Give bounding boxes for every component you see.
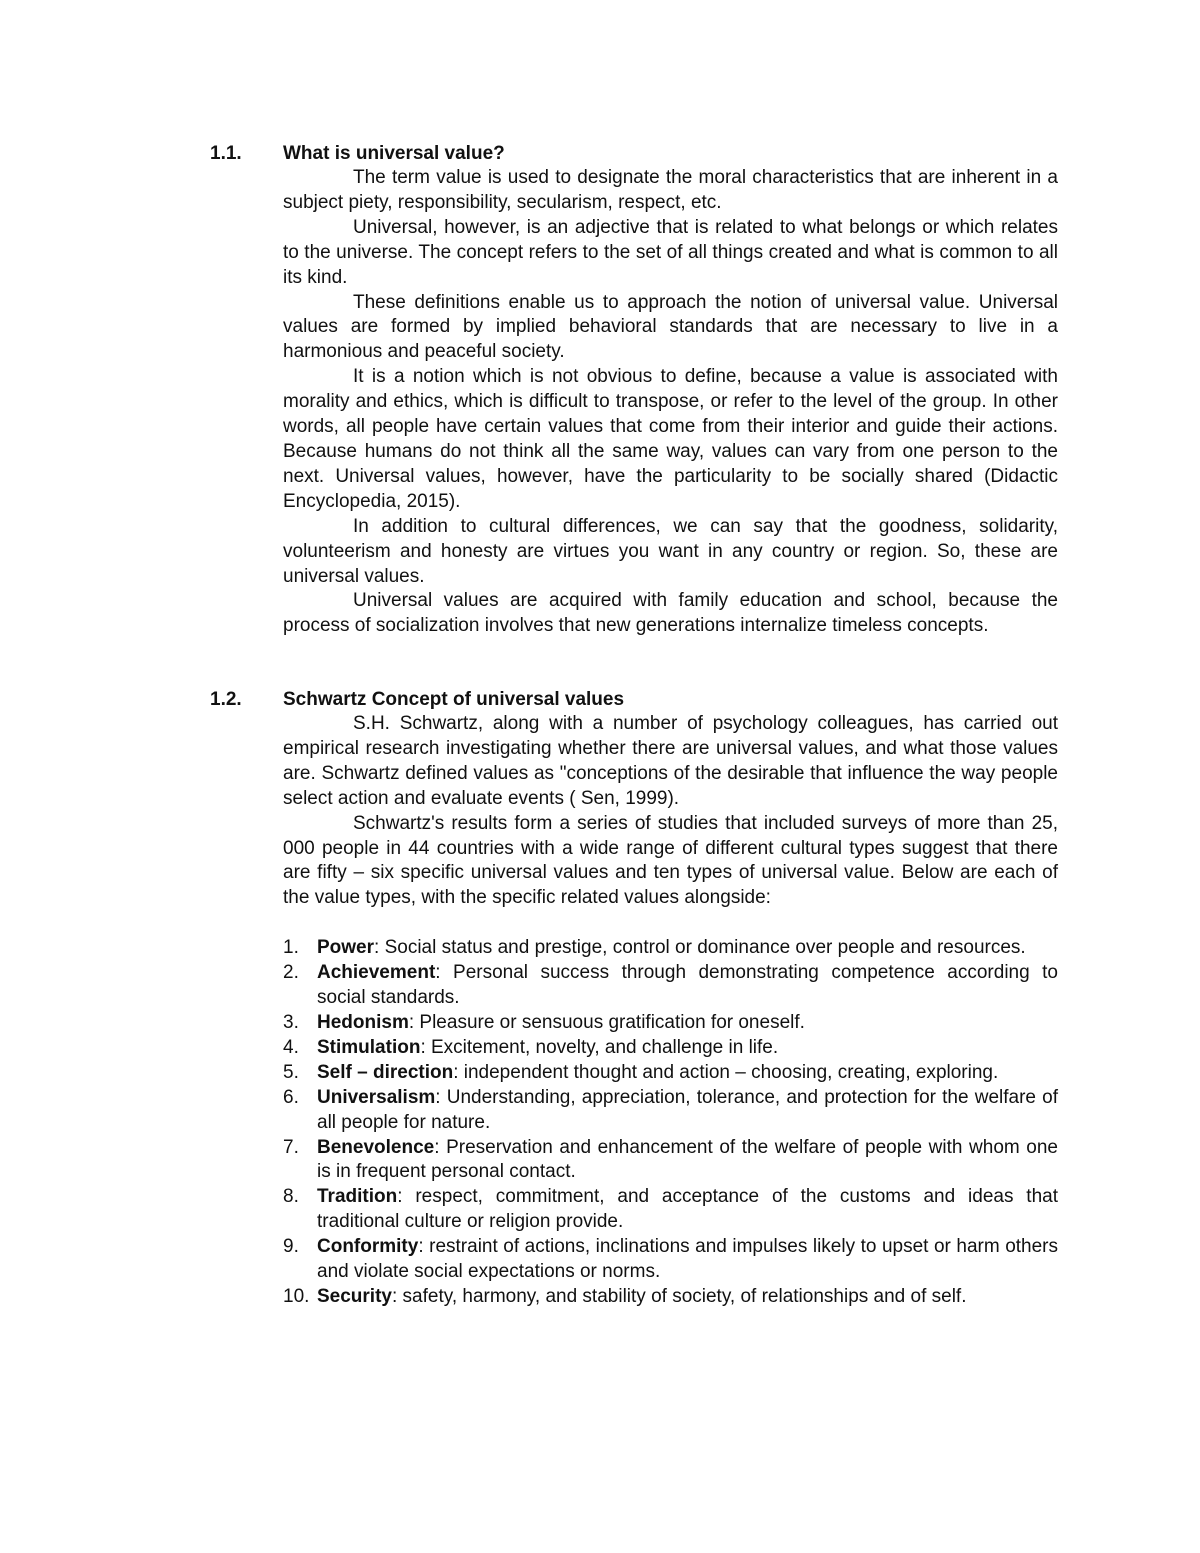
list-item-term: Power xyxy=(317,937,375,959)
paragraph: The term value is used to designate the moral characteristics that are inherent in a subject piety, responsibility, secularism, respect, etc. xyxy=(283,167,1058,213)
section-body xyxy=(283,166,1058,639)
section-body xyxy=(283,712,1058,911)
list-item-term: Hedonism xyxy=(317,1011,409,1033)
list-item-description: : Personal success through demonstrating competence according to social standards. xyxy=(317,962,1058,1009)
list-item-number: 6. xyxy=(283,1086,299,1108)
paragraph: Universal values are acquired with family education and school, because the process of socialization involves that new generations internalize timeless concepts. xyxy=(283,590,1058,637)
list-item-description: : respect, commitment, and acceptance of the customs and ideas that traditional culture or religion provide. xyxy=(317,1186,1058,1233)
section-title: Schwartz Concept of universal values xyxy=(283,689,625,710)
value-types-list xyxy=(283,936,1058,1310)
list-item xyxy=(283,1061,1058,1086)
list-item-description: : Pleasure or sensuous gratification for oneself. xyxy=(408,1011,805,1033)
section-title: What is universal value? xyxy=(283,143,505,164)
section-number: 1.2. xyxy=(210,689,242,710)
list-item-number: 1. xyxy=(283,937,299,959)
list-item-number: 7. xyxy=(283,1136,299,1158)
list-item-number: 9. xyxy=(283,1236,299,1258)
paragraph: In addition to cultural differences, we can say that the goodness, solidarity, volunteerism and honesty are virtues you want in any country or region. So, these are universal values. xyxy=(283,515,1058,587)
list-item xyxy=(283,1285,1058,1310)
list-item-description: : Preservation and enhancement of the welfare of people with whom one is in frequent personal contact. xyxy=(317,1136,1058,1183)
list-item xyxy=(283,961,1058,1011)
list-item-term: Benevolence xyxy=(317,1136,435,1158)
list-item-description: : Excitement, novelty, and challenge in life. xyxy=(420,1036,779,1058)
list-item-description: : Social status and prestige, control or dominance over people and resources. xyxy=(374,937,1026,959)
list-item-number: 10. xyxy=(283,1285,310,1307)
list-item-number: 4. xyxy=(283,1036,299,1058)
paragraph: Universal, however, is an adjective that is related to what belongs or which relates to the universe. The concept refers to the set of all things created and what is common to all its kind. xyxy=(283,216,1058,288)
list-item-term: Universalism xyxy=(317,1086,436,1108)
list-item-term: Tradition xyxy=(317,1186,398,1208)
list-item-description: : restraint of actions, inclinations and impulses likely to upset or harm others and violate social expectations or norms. xyxy=(317,1236,1058,1283)
section-schwartz-concept xyxy=(210,688,1060,1310)
list-item xyxy=(283,1185,1058,1235)
list-item-term: Achievement xyxy=(317,962,436,984)
list-item-description: : safety, harmony, and stability of society, of relationships and of self. xyxy=(391,1285,967,1307)
list-item-term: Conformity xyxy=(317,1236,419,1258)
section-heading xyxy=(210,688,1060,712)
paragraph: Schwartz's results form a series of studies that included surveys of more than 25, 000 people in 44 countries with a wide range of different cultural types suggest that there are fifty – six specific universal values and ten types of universal value. Below are each of the value types, with the specific related values alongside: xyxy=(283,812,1058,909)
paragraph: These definitions enable us to approach the notion of universal value. Universal values are formed by implied behavioral standards that are necessary to live in a harmonious and peaceful society. xyxy=(283,291,1058,363)
section-what-is-universal-value xyxy=(210,142,1060,639)
list-item-description: : Understanding, appreciation, tolerance, and protection for the welfare of all people for nature. xyxy=(317,1086,1058,1133)
paragraph: It is a notion which is not obvious to define, because a value is associated with morality and ethics, which is difficult to transpose, or refer to the level of the group. In other words, all people have certain values that come from their interior and guide their actions. Because humans do not think all the same way, values can vary from one person to the next. Universal values, however, have the particularity to be socially shared (Didactic Encyclopedia, 2015). xyxy=(283,366,1058,512)
list-item-number: 8. xyxy=(283,1186,299,1208)
paragraph: S.H. Schwartz, along with a number of psychology colleagues, has carried out empirical research investigating whether there are universal values, and what those values are. Schwartz defined values as "conceptions of the desirable that influence the way people select action and evaluate events ( Sen, 1999). xyxy=(283,713,1058,809)
list-item xyxy=(283,1235,1058,1285)
list-item-number: 5. xyxy=(283,1061,299,1083)
list-item-number: 2. xyxy=(283,962,299,984)
list-item xyxy=(283,1086,1058,1136)
list-item-description: : independent thought and action – choosing, creating, exploring. xyxy=(453,1061,999,1083)
list-item xyxy=(283,1136,1058,1186)
list-item-term: Self – direction xyxy=(317,1061,454,1083)
list-item xyxy=(283,1011,1058,1036)
list-item-number: 3. xyxy=(283,1011,299,1033)
list-item-term: Security xyxy=(317,1285,392,1307)
list-item xyxy=(283,1036,1058,1061)
section-heading xyxy=(210,142,1060,166)
section-number: 1.1. xyxy=(210,143,242,164)
list-item xyxy=(283,936,1058,961)
list-item-term: Stimulation xyxy=(317,1036,421,1058)
